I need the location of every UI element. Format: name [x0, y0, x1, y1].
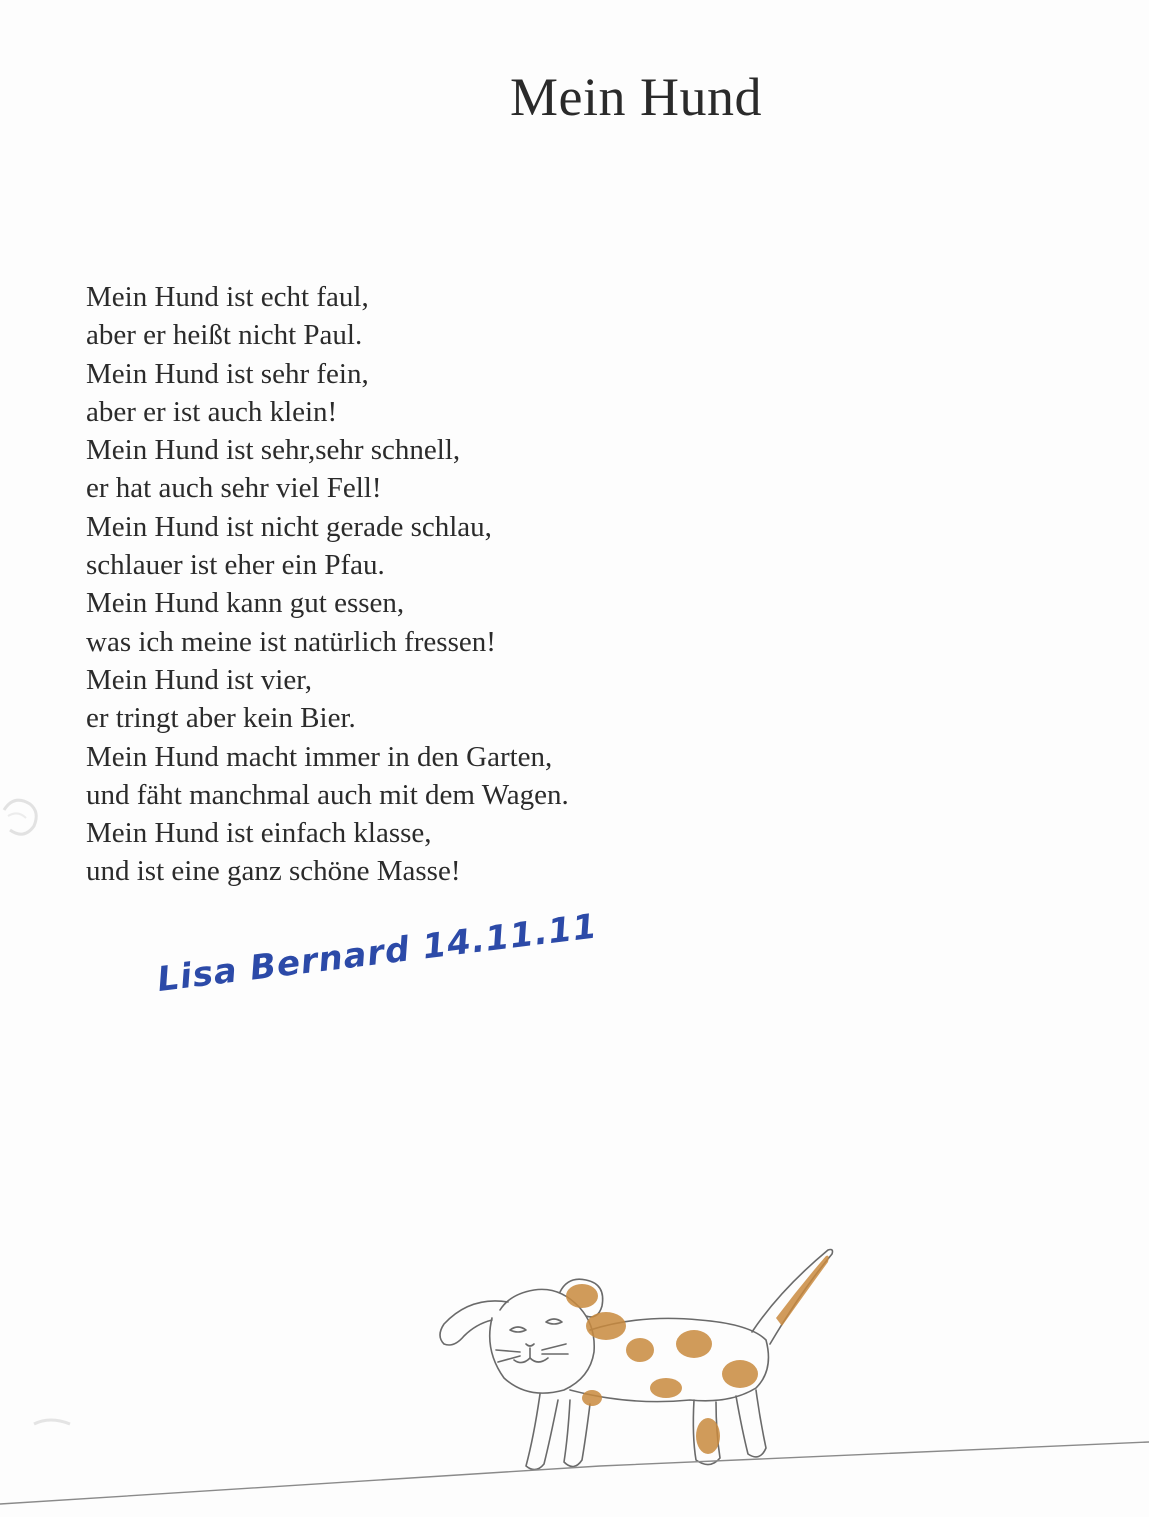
ground-line	[0, 1430, 1149, 1517]
poem-line: Mein Hund ist nicht gerade schlau,	[86, 510, 492, 543]
poem-line: schlauer ist eher ein Pfau.	[86, 549, 385, 582]
poem-line: aber er ist auch klein!	[86, 395, 338, 428]
poem-line: Mein Hund kann gut essen,	[86, 587, 405, 620]
poem-line: Mein Hund ist sehr fein,	[86, 357, 369, 390]
poem-line: aber er heißt nicht Paul.	[86, 319, 363, 352]
poem-line: was ich meine ist natürlich fressen!	[86, 625, 496, 658]
signature-text: Lisa Bernard 14.11.11	[155, 906, 600, 1000]
poem-line: Mein Hund ist echt faul,	[86, 281, 369, 313]
handwritten-signature	[155, 906, 600, 1050]
poem-line: Mein Hund macht immer in den Garten,	[86, 740, 553, 773]
poem-line: und fäht manchmal auch mit dem Wagen.	[86, 778, 569, 811]
poem-line: Mein Hund ist einfach klasse,	[86, 817, 432, 850]
poem-line: Mein Hund ist sehr,sehr schnell,	[86, 434, 461, 467]
poem-line: Mein Hund ist vier,	[86, 663, 312, 696]
punch-hole-mark	[0, 790, 50, 850]
poem-line: er tringt aber kein Bier.	[86, 702, 356, 735]
poem-line: und ist eine ganz schöne Masse!	[86, 855, 461, 888]
poem-line: er hat auch sehr viel Fell!	[86, 472, 382, 505]
poem	[86, 278, 569, 891]
page-title: Mein Hund	[510, 67, 762, 127]
